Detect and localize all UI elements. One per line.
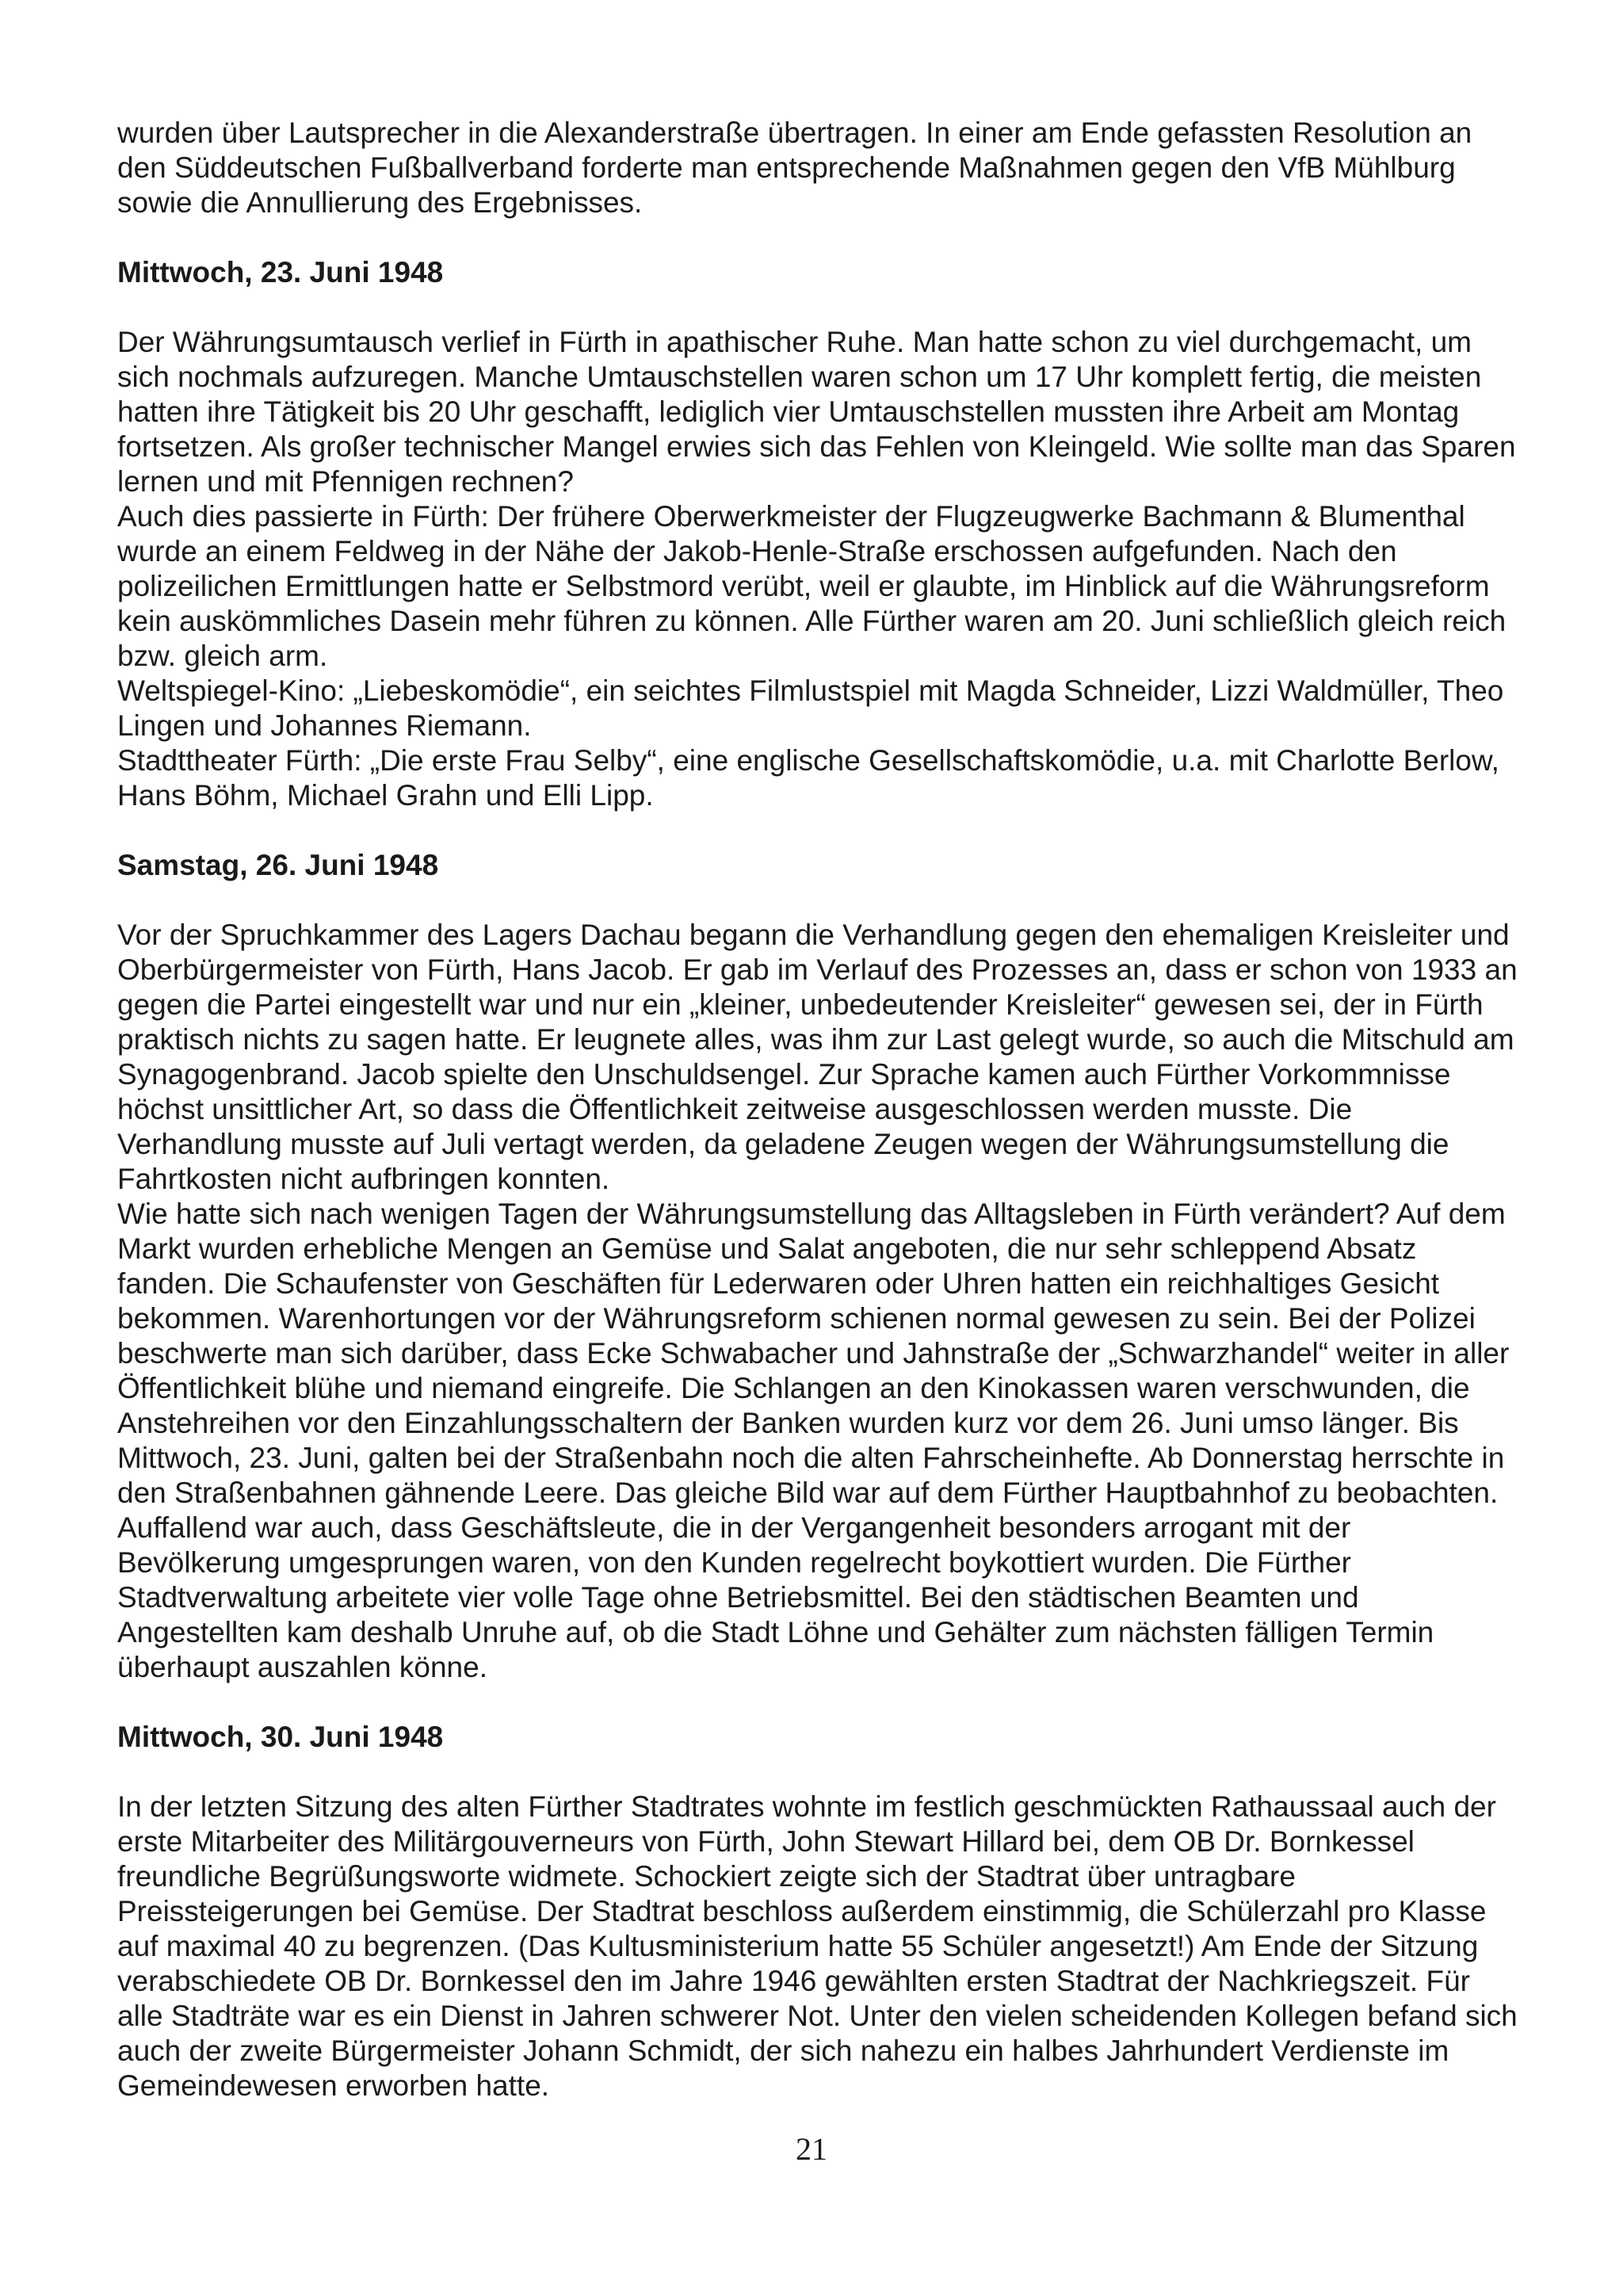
- entry-paragraph: Stadttheater Fürth: „Die erste Frau Selby“, eine englische Gesellschaftskomödie, u.a. mit Charlotte Berlow, Hans Böhm, Michael Grahn und Elli Lipp.: [117, 744, 1499, 812]
- entry-paragraph: Der Währungsumtausch verlief in Fürth in apathischer Ruhe. Man hatte schon zu viel durchgemacht, um sich nochmals aufzuregen. Manche Umtauschstellen waren schon um 17 Uhr komplett fertig, die meisten hatten ihre Tätigkeit bis 20 Uhr geschafft, lediglich vier Umtauschstellen mussten ihre Arbeit am Montag fortsetzen. Als großer technischer Mangel erwies sich das Fehlen von Kleingeld. Wie sollte man das Sparen lernen und mit Pfennigen rechnen?: [117, 326, 1516, 498]
- entry-1948-06-23: [117, 255, 1522, 813]
- spacer: [117, 220, 1522, 255]
- entry-1948-06-26: [117, 848, 1522, 1685]
- entry-1948-06-30: [117, 1720, 1522, 2103]
- spacer: [117, 1685, 1522, 1720]
- spacer: [117, 1755, 1522, 1790]
- page-number: 21: [796, 2131, 827, 2167]
- spacer: [117, 290, 1522, 325]
- spacer: [117, 813, 1522, 848]
- page-body: [117, 116, 1522, 2103]
- entry-paragraph: Weltspiegel-Kino: „Liebeskomödie“, ein seichtes Filmlustspiel mit Magda Schneider, Lizzi Waldmüller, Theo Lingen und Johannes Riemann.: [117, 674, 1504, 742]
- entry-paragraph: Wie hatte sich nach wenigen Tagen der Währungsumstellung das Alltagsleben in Fürth verändert? Auf dem Markt wurden erhebliche Mengen an Gemüse und Salat angeboten, die nur sehr schleppend Absatz fanden. Die Schaufenster von Geschäften für Lederwaren oder Uhren hatten ein reichhaltiges Gesicht bekommen. Warenhortungen vor der Währungsreform schienen normal gewesen zu sein. Bei der Polizei beschwerte man sich darüber, dass Ecke Schwabacher und Jahnstraße der „Schwarzhandel“ weiter in aller Öffentlichkeit blühe und niemand eingreife. Die Schlangen an den Kinokassen waren verschwunden, die Anstehreihen vor den Einzahlungsschaltern der Banken wurden kurz vor dem 26. Juni umso länger. Bis Mittwoch, 23. Juni, galten bei der Straßenbahn noch die alten Fahrscheinhefte. Ab Donnerstag herrschte in den Straßenbahnen gähnende Leere. Das gleiche Bild war auf dem Fürther Hauptbahnhof zu beobachten. Auffallend war auch, dass Geschäftsleute, die in der Vergangenheit besonders arrogant mit der Bevölkerung umgesprungen waren, von den Kunden regelrecht boykottiert wurden. Die Fürther Stadtverwaltung arbeitete vier volle Tage ohne Betriebsmittel. Bei den städtischen Beamten und Angestellten kam deshalb Unruhe auf, ob die Stadt Löhne und Gehälter zum nächsten fälligen Termin überhaupt auszahlen könne.: [117, 1198, 1510, 1683]
- entry-paragraph: Auch dies passierte in Fürth: Der frühere Oberwerkmeister der Flugzeugwerke Bachmann & Blumenthal wurde an einem Feldweg in der Nähe der Jakob-Henle-Straße erschossen aufgefunden. Nach den polizeilichen Ermittlungen hatte er Selbstmord verübt, weil er glaubte, im Hinblick auf die Währungsreform kein auskömmliches Dasein mehr führen zu können. Alle Fürther waren am 20. Juni schließlich gleich reich bzw. gleich arm.: [117, 500, 1507, 672]
- entry-heading: Mittwoch, 30. Juni 1948: [117, 1721, 444, 1753]
- entry-heading: Samstag, 26. Juni 1948: [117, 849, 439, 881]
- entry-paragraph: In der letzten Sitzung des alten Fürther Stadtrates wohnte im festlich geschmückten Rathaussaal auch der erste Mitarbeiter des Militärgouverneurs von Fürth, John Stewart Hillard bei, dem OB Dr. Bornkessel freundliche Begrüßungsworte widmete. Schockiert zeigte sich der Stadtrat über untragbare Preissteigerungen bei Gemüse. Der Stadtrat beschloss außerdem einstimmig, die Schülerzahl pro Klasse auf maximal 40 zu begrenzen. (Das Kultusministerium hatte 55 Schüler angesetzt!) Am Ende der Sitzung verabschiedete OB Dr. Bornkessel den im Jahre 1946 gewählten ersten Stadtrat der Nachkriegszeit. Für alle Stadträte war es ein Dienst in Jahren schwerer Not. Unter den vielen scheidenden Kollegen befand sich auch der zweite Bürgermeister Johann Schmidt, der sich nahezu ein halbes Jahrhundert Verdienste im Gemeindewesen erworben hatte.: [117, 1790, 1518, 2102]
- intro-paragraph: wurden über Lautsprecher in die Alexanderstraße übertragen. In einer am Ende gefassten Resolution an den Süddeutschen Fußballverband forderte man entsprechende Maßnahmen gegen den VfB Mühlburg sowie die Annullierung des Ergebnisses.: [117, 117, 1472, 219]
- spacer: [117, 883, 1522, 918]
- entry-heading: Mittwoch, 23. Juni 1948: [117, 256, 444, 288]
- entry-paragraph: Vor der Spruchkammer des Lagers Dachau begann die Verhandlung gegen den ehemaligen Kreisleiter und Oberbürgermeister von Fürth, Hans Jacob. Er gab im Verlauf des Prozesses an, dass er schon von 1933 an gegen die Partei eingestellt war und nur ein „kleiner, unbedeutender Kreisleiter“ gewesen sei, der in Fürth praktisch nichts zu sagen hatte. Er leugnete alles, was ihm zur Last gelegt wurde, so auch die Mitschuld am Synagogenbrand. Jacob spielte den Unschuldsengel. Zur Sprache kamen auch Fürther Vorkommnisse höchst unsittlicher Art, so dass die Öffentlichkeit zeitweise ausgeschlossen werden musste. Die Verhandlung musste auf Juli vertagt werden, da geladene Zeugen wegen der Währungsumstellung die Fahrtkosten nicht aufbringen konnten.: [117, 919, 1518, 1195]
